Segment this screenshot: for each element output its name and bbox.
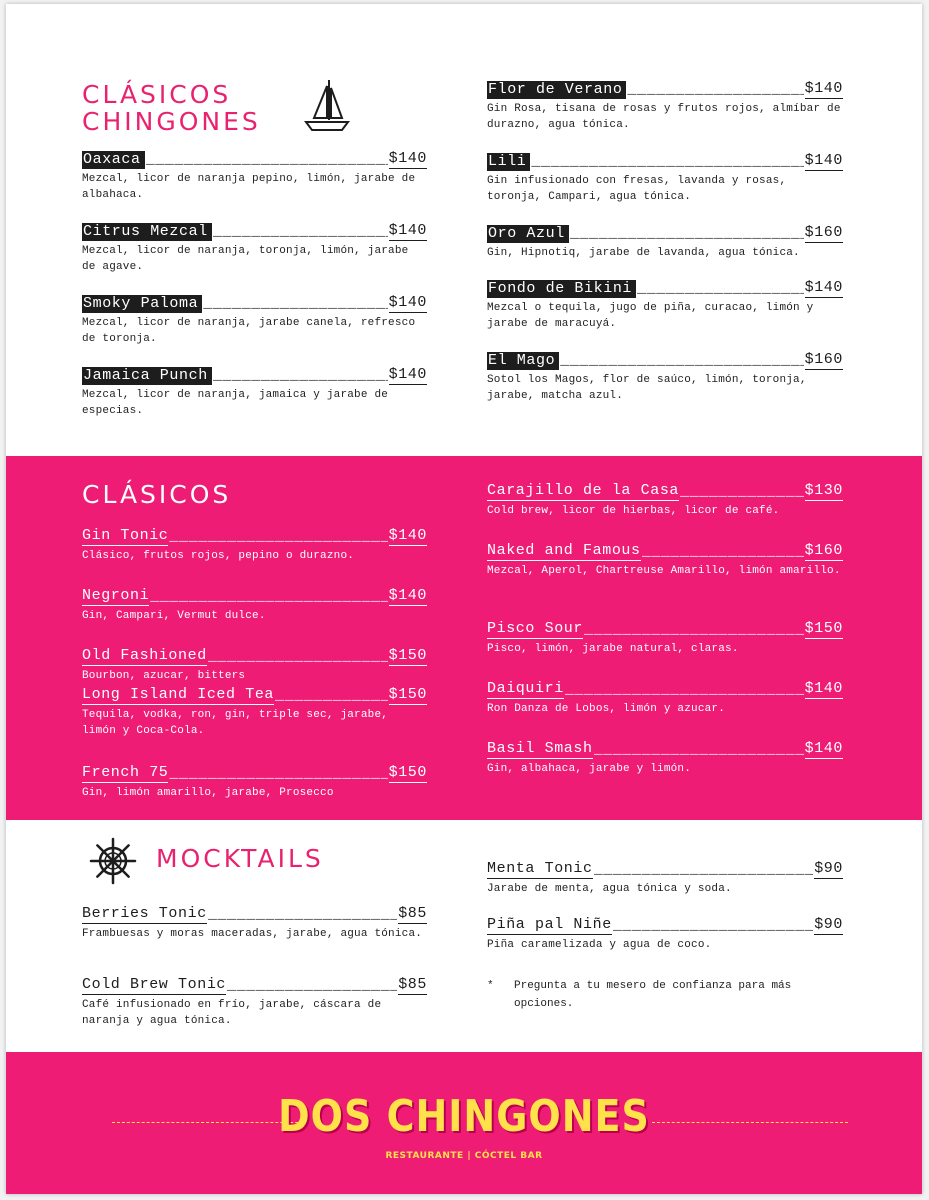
menu-item bbox=[82, 150, 427, 203]
menu-item-header bbox=[487, 152, 843, 171]
menu-item bbox=[487, 860, 843, 897]
menu-item-description: Gin, Hipnotiq, jarabe de lavanda, agua tónica. bbox=[487, 247, 800, 259]
menu-item-price: $150 bbox=[388, 764, 427, 781]
menu-item-name: Oaxaca bbox=[82, 151, 145, 169]
sailboat-icon bbox=[302, 76, 352, 132]
dotted-leader bbox=[169, 765, 387, 783]
menu-item-price: $85 bbox=[398, 905, 427, 922]
menu-item-name: Citrus Mezcal bbox=[82, 223, 212, 241]
menu-item-description: Bourbon, azucar, bitters bbox=[82, 670, 246, 682]
menu-item bbox=[82, 905, 427, 942]
menu-item-header bbox=[487, 740, 843, 759]
dotted-leader bbox=[613, 917, 813, 935]
menu-item bbox=[82, 294, 427, 347]
dotted-leader bbox=[169, 528, 387, 546]
menu-item-name: Piña pal Niñe bbox=[487, 916, 612, 933]
menu-item-price: $140 bbox=[388, 222, 427, 239]
dotted-leader bbox=[570, 225, 804, 243]
menu-item-header bbox=[487, 916, 843, 935]
menu-item-price: $150 bbox=[388, 686, 427, 703]
menu-item-description: Mezcal, licor de naranja, toronja, limón, jarabe de agave. bbox=[82, 245, 409, 273]
dotted-leader bbox=[203, 295, 387, 313]
menu-item-price: $150 bbox=[804, 620, 843, 637]
menu-item-header bbox=[487, 680, 843, 699]
note-asterisk: * bbox=[487, 980, 494, 992]
menu-item-description: Gin Rosa, tisana de rosas y frutos rojos, almíbar de durazno, agua tónica. bbox=[487, 103, 841, 131]
dotted-leader bbox=[627, 81, 803, 99]
menu-item-price: $140 bbox=[804, 279, 843, 296]
dotted-leader bbox=[594, 861, 814, 879]
menu-item-price: $150 bbox=[388, 647, 427, 664]
menu-item bbox=[487, 620, 843, 657]
brand-logo: DOS CHINGONES bbox=[278, 1090, 650, 1142]
menu-item-header bbox=[82, 976, 427, 995]
menu-item-name: Carajillo de la Casa bbox=[487, 482, 680, 499]
menu-item-header bbox=[82, 905, 427, 924]
menu-item bbox=[487, 224, 843, 261]
menu-item-header bbox=[82, 647, 427, 666]
menu-item-header bbox=[487, 279, 843, 298]
dotted-leader bbox=[680, 483, 804, 501]
menu-item-header bbox=[82, 527, 427, 546]
menu-item-price: $140 bbox=[388, 294, 427, 311]
menu-item-name: Jamaica Punch bbox=[82, 367, 212, 385]
menu-item-header bbox=[487, 224, 843, 243]
menu-item-name: Pisco Sour bbox=[487, 620, 584, 637]
menu-item bbox=[487, 279, 843, 332]
menu-item bbox=[487, 680, 843, 717]
menu-item-description: Mezcal o tequila, jugo de piña, curacao, limón y jarabe de maracuyá. bbox=[487, 302, 814, 330]
dotted-leader bbox=[637, 280, 804, 298]
menu-item-header bbox=[82, 222, 427, 241]
menu-item-name: El Mago bbox=[487, 352, 559, 370]
menu-item-description: Gin, limón amarillo, jarabe, Prosecco bbox=[82, 787, 334, 799]
menu-item-price: $140 bbox=[804, 740, 843, 757]
menu-item-name: Long Island Iced Tea bbox=[82, 686, 275, 703]
menu-item-description: Mezcal, licor de naranja, jarabe canela, refresco de toronja. bbox=[82, 317, 416, 345]
dotted-leader bbox=[213, 367, 388, 385]
dotted-leader bbox=[565, 681, 804, 699]
menu-item-price: $90 bbox=[814, 916, 843, 933]
menu-item bbox=[82, 587, 427, 624]
menu-item-name: Gin Tonic bbox=[82, 527, 169, 544]
menu-item-name: Cold Brew Tonic bbox=[82, 976, 227, 993]
menu-item-name: Smoky Paloma bbox=[82, 295, 202, 313]
menu-item-price: $160 bbox=[804, 224, 843, 241]
menu-item bbox=[487, 542, 843, 579]
menu-item-description: Mezcal, licor de naranja, jamaica y jarabe de especias. bbox=[82, 389, 389, 417]
menu-item-description: Cold brew, licor de hierbas, licor de café. bbox=[487, 505, 780, 517]
menu-item-header bbox=[82, 294, 427, 313]
menu-note bbox=[487, 977, 837, 1013]
menu-item-description: Clásico, frutos rojos, pepino o durazno. bbox=[82, 550, 355, 562]
menu-item bbox=[487, 482, 843, 519]
menu-item-price: $140 bbox=[388, 150, 427, 167]
dotted-leader bbox=[208, 648, 388, 666]
menu-item-description: Gin, Campari, Vermut dulce. bbox=[82, 610, 266, 622]
menu-item-name: Oro Azul bbox=[487, 225, 569, 243]
menu-item-description: Mezcal, Aperol, Chartreuse Amarillo, limón amarillo. bbox=[487, 565, 841, 577]
menu-item bbox=[82, 647, 427, 684]
menu-item-name: Menta Tonic bbox=[487, 860, 593, 877]
menu-item-name: Daiquiri bbox=[487, 680, 564, 697]
menu-item bbox=[82, 976, 427, 1029]
dotted-leader bbox=[594, 741, 804, 759]
menu-item bbox=[487, 80, 843, 133]
menu-item bbox=[487, 351, 843, 404]
ship-wheel-icon bbox=[88, 836, 138, 886]
menu-item bbox=[82, 764, 427, 801]
menu-item-description: Tequila, vodka, ron, gin, triple sec, jarabe, limón y Coca-Cola. bbox=[82, 709, 389, 737]
menu-item bbox=[82, 686, 427, 739]
dotted-leader bbox=[275, 687, 388, 705]
menu-item bbox=[82, 222, 427, 275]
menu-item-header bbox=[82, 587, 427, 606]
dotted-leader bbox=[531, 153, 803, 171]
dotted-leader bbox=[584, 621, 804, 639]
menu-item-price: $140 bbox=[804, 80, 843, 97]
menu-item-name: Basil Smash bbox=[487, 740, 593, 757]
menu-item-header bbox=[82, 764, 427, 783]
dotted-leader bbox=[227, 977, 397, 995]
menu-item-header bbox=[487, 620, 843, 639]
menu-item-description: Mezcal, licor de naranja pepino, limón, jarabe de albahaca. bbox=[82, 173, 416, 201]
menu-item-description: Gin infusionado con fresas, lavanda y rosas, toronja, Campari, agua tónica. bbox=[487, 175, 787, 203]
menu-item-header bbox=[82, 686, 427, 705]
menu-item bbox=[487, 740, 843, 777]
menu-item-name: Lili bbox=[487, 153, 530, 171]
section-title-mocktails: MOCKTAILS bbox=[156, 844, 324, 873]
menu-item-description: Sotol los Magos, flor de saúco, limón, toronja, jarabe, matcha azul. bbox=[487, 374, 807, 402]
menu-item-description: Café infusionado en frío, jarabe, cáscara de naranja y agua tónica. bbox=[82, 999, 382, 1027]
menu-item-price: $90 bbox=[814, 860, 843, 877]
menu-item bbox=[82, 366, 427, 419]
menu-item-price: $140 bbox=[804, 152, 843, 169]
dotted-leader bbox=[560, 352, 803, 370]
menu-item-description: Jarabe de menta, agua tónica y soda. bbox=[487, 883, 732, 895]
menu-item-description: Pisco, limón, jarabe natural, claras. bbox=[487, 643, 739, 655]
menu-item-header bbox=[487, 482, 843, 501]
menu-item-header bbox=[487, 542, 843, 561]
menu-item-description: Piña caramelizada y agua de coco. bbox=[487, 939, 712, 951]
menu-item-header bbox=[487, 860, 843, 879]
menu-item-description: Gin, albahaca, jarabe y limón. bbox=[487, 763, 692, 775]
menu-item-price: $140 bbox=[388, 587, 427, 604]
menu-item-price: $85 bbox=[398, 976, 427, 993]
menu-item-price: $140 bbox=[388, 527, 427, 544]
menu-item-header bbox=[487, 80, 843, 99]
dotted-leader bbox=[150, 588, 387, 606]
menu-item-name: French 75 bbox=[82, 764, 169, 781]
menu-item-name: Berries Tonic bbox=[82, 905, 207, 922]
menu-item bbox=[487, 152, 843, 205]
menu-item-name: Negroni bbox=[82, 587, 150, 604]
dotted-leader bbox=[642, 543, 804, 561]
menu-item bbox=[487, 916, 843, 953]
dotted-leader bbox=[208, 906, 397, 924]
menu-item-name: Old Fashioned bbox=[82, 647, 207, 664]
menu-item-name: Fondo de Bikini bbox=[487, 280, 636, 298]
menu-page bbox=[6, 4, 922, 1194]
section-title-clasicos: CLÁSICOS bbox=[82, 480, 232, 509]
menu-item-price: $130 bbox=[804, 482, 843, 499]
menu-item-price: $140 bbox=[388, 366, 427, 383]
menu-item-price: $160 bbox=[804, 351, 843, 368]
menu-item-description: Frambuesas y moras maceradas, jarabe, agua tónica. bbox=[82, 928, 423, 940]
menu-item bbox=[82, 527, 427, 564]
menu-item-price: $160 bbox=[804, 542, 843, 559]
menu-item-name: Naked and Famous bbox=[487, 542, 641, 559]
dotted-leader bbox=[146, 151, 388, 169]
note-text: Pregunta a tu mesero de confianza para más opciones. bbox=[514, 980, 792, 1010]
brand-tagline: RESTAURANTE | CÓCTEL BAR bbox=[385, 1151, 543, 1161]
menu-item-header bbox=[487, 351, 843, 370]
menu-item-header bbox=[82, 366, 427, 385]
menu-item-header bbox=[82, 150, 427, 169]
section-title-clasicos-chingones: CLÁSICOS CHINGONES bbox=[82, 80, 261, 136]
dotted-leader bbox=[213, 223, 388, 241]
menu-item-description: Ron Danza de Lobos, limón y azucar. bbox=[487, 703, 726, 715]
menu-item-name: Flor de Verano bbox=[487, 81, 626, 99]
menu-item-price: $140 bbox=[804, 680, 843, 697]
